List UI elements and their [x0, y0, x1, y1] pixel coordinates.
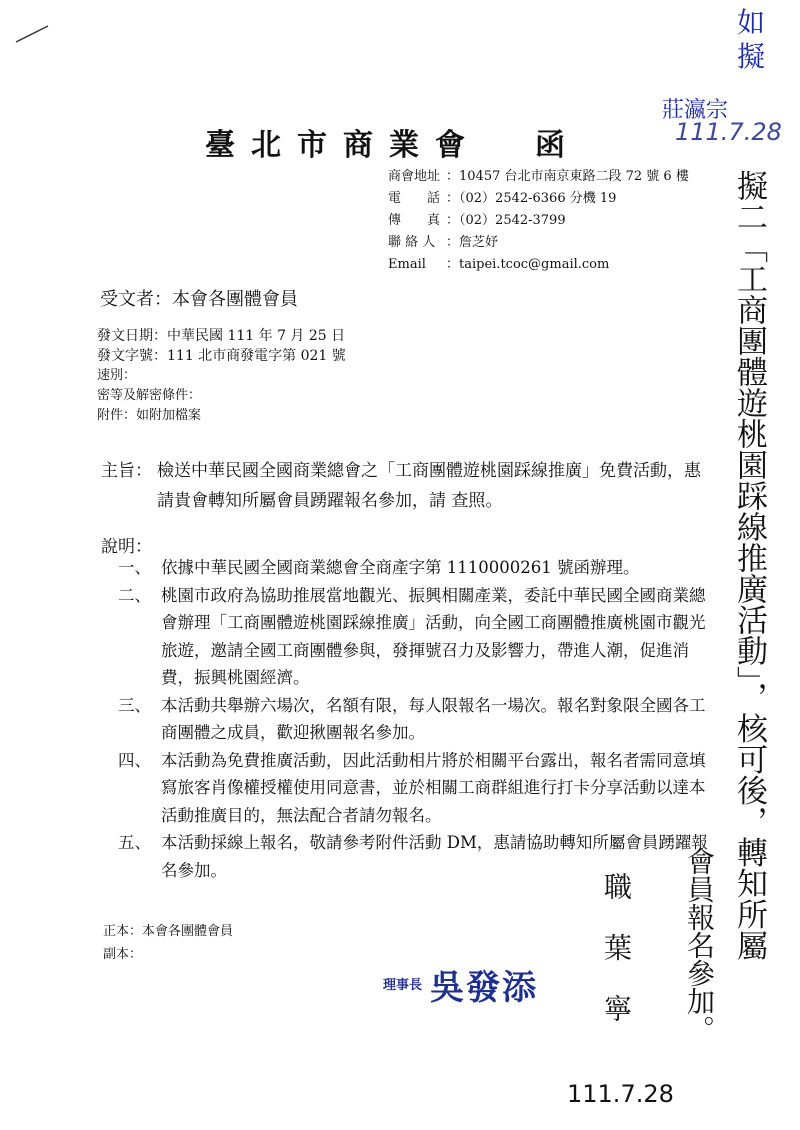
- handwritten-date-top: 111.7.28: [675, 118, 782, 146]
- contact-address: [388, 166, 689, 188]
- contact-value: ：（02）2542-3799: [446, 213, 566, 228]
- item-text: 本活動共舉辦六場次，名額有限，每人限報名一場次。報名對象限全國各工商團體之成員，歡迎揪團報名參加。: [161, 695, 706, 742]
- list-item: [118, 747, 708, 830]
- contact-email: [388, 254, 689, 276]
- explanation-list: [118, 554, 708, 884]
- contact-label: 商會地址: [388, 169, 441, 184]
- handwritten-date-bottom: 111.7.28: [567, 1080, 674, 1108]
- document-meta: [97, 326, 346, 426]
- item-text: 本活動採線上報名，敬請參考附件活動 DM，惠請協助轉知所屬會員踴躍報名參加。: [161, 833, 708, 880]
- speed-class: 速別：: [97, 368, 137, 383]
- issue-number: 發文字號：111 北市商發電字第 021 號: [97, 348, 346, 364]
- item-text: 依據中華民國全國商業總會全商產字第 1110000261 號函辦理。: [161, 558, 640, 577]
- list-item: [118, 582, 708, 692]
- explanation-head: 說明：: [101, 537, 152, 557]
- item-number: 三、: [118, 695, 151, 715]
- contact-fax: [388, 210, 689, 232]
- item-number: 五、: [118, 833, 151, 852]
- handwritten-side-note: 會員報名參加。: [683, 847, 716, 1043]
- corner-stroke-icon: [14, 22, 54, 46]
- list-item: [118, 692, 708, 747]
- contact-label: 聯 絡 人: [388, 235, 436, 250]
- contact-phone: [388, 188, 689, 210]
- handwritten-approval: 如擬: [736, 6, 765, 73]
- contact-value: ：詹芝妤: [446, 235, 499, 250]
- item-text: 本活動為免費推廣活動，因此活動相片將於相關平台露出，報名者需同意填寫旅客肖像權授權使用同意書，並於相關工商群組進行打卡分享活動以達本活動推廣目的，無法配合者請勿報名。: [161, 750, 706, 825]
- distribution-block: [103, 920, 233, 966]
- contact-value: ：10457 台北市南京東路二段 72 號 6 樓: [446, 169, 689, 184]
- contact-value: ：taipei.tcoc@gmail.com: [446, 257, 610, 272]
- attachment-line: 附件：如附加檔案: [97, 408, 202, 423]
- item-text: 桃園市政府為協助推展當地觀光、振興相關產業，委託中華民國全國商業總會辦理「工商團體遊桃園踩線推廣」活動，向全國工商團體推廣桃園市觀光旅遊，邀請全國工商團體參與，發揮號召力及影響力，帶進人潮，促進消費，振興桃園經濟。: [161, 585, 706, 687]
- contact-value: ：（02）2542-6366 分機 19: [446, 191, 617, 206]
- contact-person: [388, 232, 689, 254]
- recipient-line: 受文者：本會各團體會員: [100, 289, 298, 310]
- item-number: 一、: [118, 558, 151, 577]
- approval-stamp: 莊瀛宗: [662, 98, 729, 123]
- handwritten-vertical-note: 擬二「工商團體遊桃園踩線推廣活動」，核可後，轉知所屬: [731, 170, 767, 961]
- issue-date: 發文日期：中華民國 111 年 7 月 25 日: [97, 328, 346, 344]
- subject-body: 檢送中華民國全國商業總會之「工商團體遊桃園踩線推廣」免費活動，惠請貴會轉知所屬會員踴躍報名參加，請 查照。: [157, 461, 701, 511]
- list-item: [118, 554, 708, 582]
- copy-recipient: 副本：: [103, 947, 143, 962]
- secrecy-conditions: 密等及解密條件：: [97, 388, 202, 403]
- organization-title: 臺北市商業會: [205, 128, 481, 163]
- item-number: 四、: [118, 750, 151, 770]
- contact-label: Email: [388, 257, 426, 272]
- subject-block: [101, 456, 701, 516]
- contact-block: [388, 166, 689, 276]
- chairman-label: 理事長: [383, 978, 423, 993]
- handwritten-signature-note: 職 葉 寧: [600, 872, 633, 1022]
- item-number: 二、: [118, 585, 151, 605]
- contact-label: 傳 真: [388, 213, 441, 228]
- original-recipient: 正本：本會各團體會員: [103, 924, 234, 939]
- subject-head: 主旨：: [101, 461, 152, 481]
- contact-label: 電 話: [388, 191, 441, 206]
- document-type: 函: [535, 128, 565, 163]
- chairman-seal-name: 吳發添: [430, 968, 538, 1008]
